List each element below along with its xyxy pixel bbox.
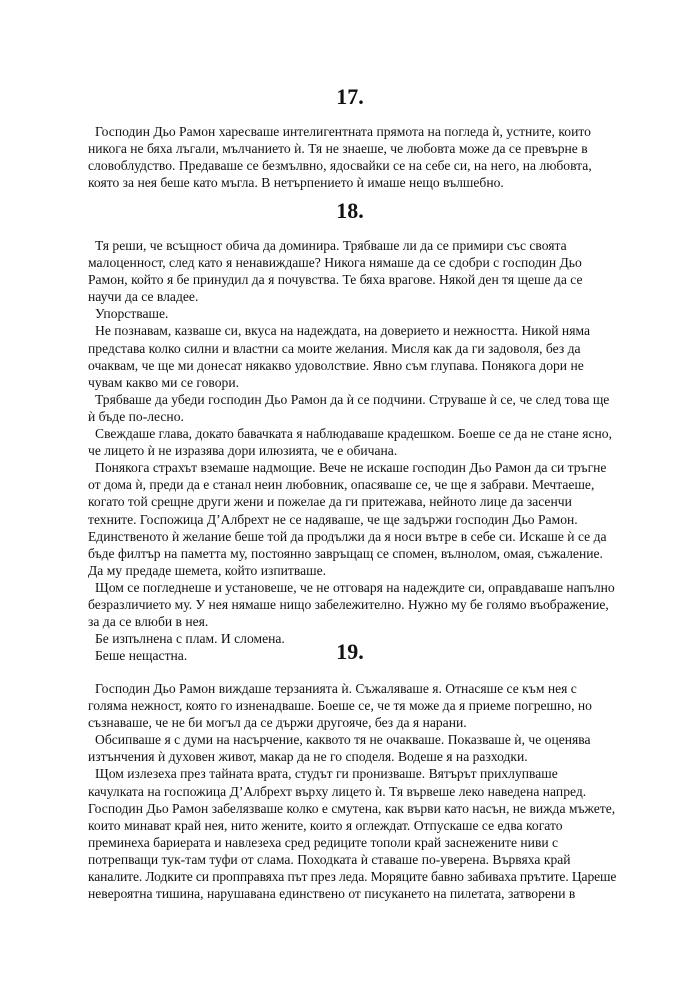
text-line: когато той срещне други жени и пожелае да ги притежава, нейното лице да засенчи: [88, 494, 572, 510]
chapter-text: [88, 680, 616, 902]
text-line: че лицето ѝ не изразява дори илюзията, че е обичана.: [88, 443, 398, 459]
text-line: очаквам, че ще ми донесат някакво удоволствие. Явно съм глупава. Понякога дори не: [88, 357, 584, 373]
text-line: Не познавам, казваше си, вкуса на надеждата, на доверието и нежността. Никой няма: [95, 323, 590, 339]
paragraph: [88, 459, 616, 579]
text-line: Щом се погледнеше и установеше, че не отговаря на надеждите си, оправдаваше напълно: [95, 579, 615, 595]
text-line: бъде филтър на паметта му, постоянно завръщащ се спомен, вълнолом, омая, съжаление.: [88, 545, 603, 561]
text-line: голяма нежност, която го изненадваше. Боеше се, че тя може да я приеме погрешно, но: [88, 698, 592, 714]
text-line: които минават край нея, нито жените, които я оглеждат. Отпускаше се едва когато: [88, 817, 563, 833]
text-line: Бе изпълнена с плам. И сломена.: [95, 631, 285, 647]
paragraph: [88, 237, 616, 305]
text-line: техните. Госпожица Д’Албрехт не се надяваше, че ще задържи господин Дьо Рамон.: [88, 511, 578, 527]
text-line: каналите. Лодките си пропправяха път през леда. Моряците бавно забиваха прътите. Цареше: [88, 869, 617, 885]
text-line: преминеха бариерата и навлезеха сред редиците тополи край заснежените ниви с: [88, 834, 559, 850]
paragraph: [88, 731, 616, 765]
text-line: изтънчения ѝ духовен живот, макар да не го споделя. Водеше я на разходки.: [88, 749, 528, 765]
text-line: Понякога страхът вземаше надмощие. Вече не искаше господин Дьо Рамон да си тръгне: [95, 460, 607, 476]
text-line: невероятна тишина, нарушавана единствено от писукането на пилетата, затворени в: [88, 886, 576, 902]
text-line: безразличието му. У нея нямаше нищо забележително. Нужно му бе голямо въображение,: [88, 596, 609, 612]
paragraph: [88, 425, 616, 459]
text-line: чувам какво ми се говори.: [88, 374, 239, 390]
text-line: Щом излезеха през тайната врата, студът ги пронизваше. Вятърът прихлупваше: [95, 766, 558, 782]
paragraph: [88, 322, 616, 390]
chapter-number: 17.: [336, 84, 364, 109]
chapter-number: 19.: [336, 639, 364, 664]
text-line: Господин Дьо Рамон харесваше интелигентната прямота на погледа ѝ, устните, които: [95, 124, 591, 139]
text-line: Трябваше да убеди господин Дьо Рамон да ѝ се подчини. Струваше ѝ се, че след това ще: [95, 391, 610, 407]
text-line: никога не бяха лъгали, мълчанието ѝ. Тя не знаеше, че любовта може да се превърне в: [88, 141, 588, 157]
paragraph: [88, 305, 616, 322]
text-line: Единственото ѝ желание беше той да продължи да я носи вътре в себе си. Искаше ѝ се да: [88, 528, 607, 544]
text-line: Тя реши, че всъщност обича да доминира. Трябваше ли да се примири със своята: [95, 238, 567, 253]
text-line: Обсипваше я с думи на насърчение, каквото тя не очакваше. Показваше ѝ, че оценява: [95, 732, 591, 748]
paragraph: [88, 765, 616, 902]
chapter-text: [88, 237, 616, 664]
text-line: словоблудство. Предаваше се безмълвно, ядосвайки се на себе си, на него, на любовта,: [88, 158, 592, 174]
text-line: малоценност, след като я ненавиждаше? Никога нямаше да се сдобри с господин Дьо: [88, 255, 582, 271]
chapter-text: [88, 123, 616, 191]
text-line: научи да се владее.: [88, 289, 199, 305]
text-line: съзнаваше, че не би могъл да се държи другояче, без да я нарани.: [88, 715, 467, 731]
text-line: качулката на госпожица Д’Албрехт върху лицето ѝ. Тя вървеше леко наведена напред.: [88, 783, 587, 799]
paragraph: [88, 123, 616, 191]
paragraph: [88, 680, 616, 731]
text-line: от дома ѝ, преди да е станал неин любовник, опасяваше се, че ще я забрави. Мечтаеше,: [88, 477, 595, 493]
text-line: Господин Дьо Рамон забелязваше колко е смутена, как върви като насън, не вижда мъжете,: [88, 800, 616, 816]
text-line: потрепващи тук-там туфи от слама. Походката ѝ ставаше по-уверена. Вървяха край: [88, 851, 571, 867]
paragraph: [88, 579, 616, 630]
text-line: Беше нещастна.: [95, 648, 188, 664]
text-line: ѝ бъде по-лесно.: [88, 408, 184, 424]
text-line: Свеждаше глава, докато бавачката я наблюдаваше крадешком. Боеше се да не стане ясно,: [95, 426, 612, 442]
text-line: която за нея беше като мъгла. В нетърпението ѝ имаше нещо вълшебно.: [88, 175, 504, 191]
text-line: Упорстваше.: [95, 306, 169, 322]
chapter-number: 18.: [336, 198, 364, 223]
paragraph: [88, 391, 616, 425]
text-line: за да се влюби в нея.: [88, 614, 209, 630]
text-line: представа колко силни и властни са моите желания. Мисля как да ги задоволя, без да: [88, 340, 581, 356]
text-line: Господин Дьо Рамон виждаше терзанията ѝ. Съжаляваше я. Отнасяше се към нея с: [95, 681, 577, 696]
text-line: Рамон, който я бе принудил да я почувства. Те бяха врагове. Някой ден тя щеше да се: [88, 272, 583, 288]
text-line: Да му предаде шемета, който изпитваше.: [88, 562, 327, 578]
